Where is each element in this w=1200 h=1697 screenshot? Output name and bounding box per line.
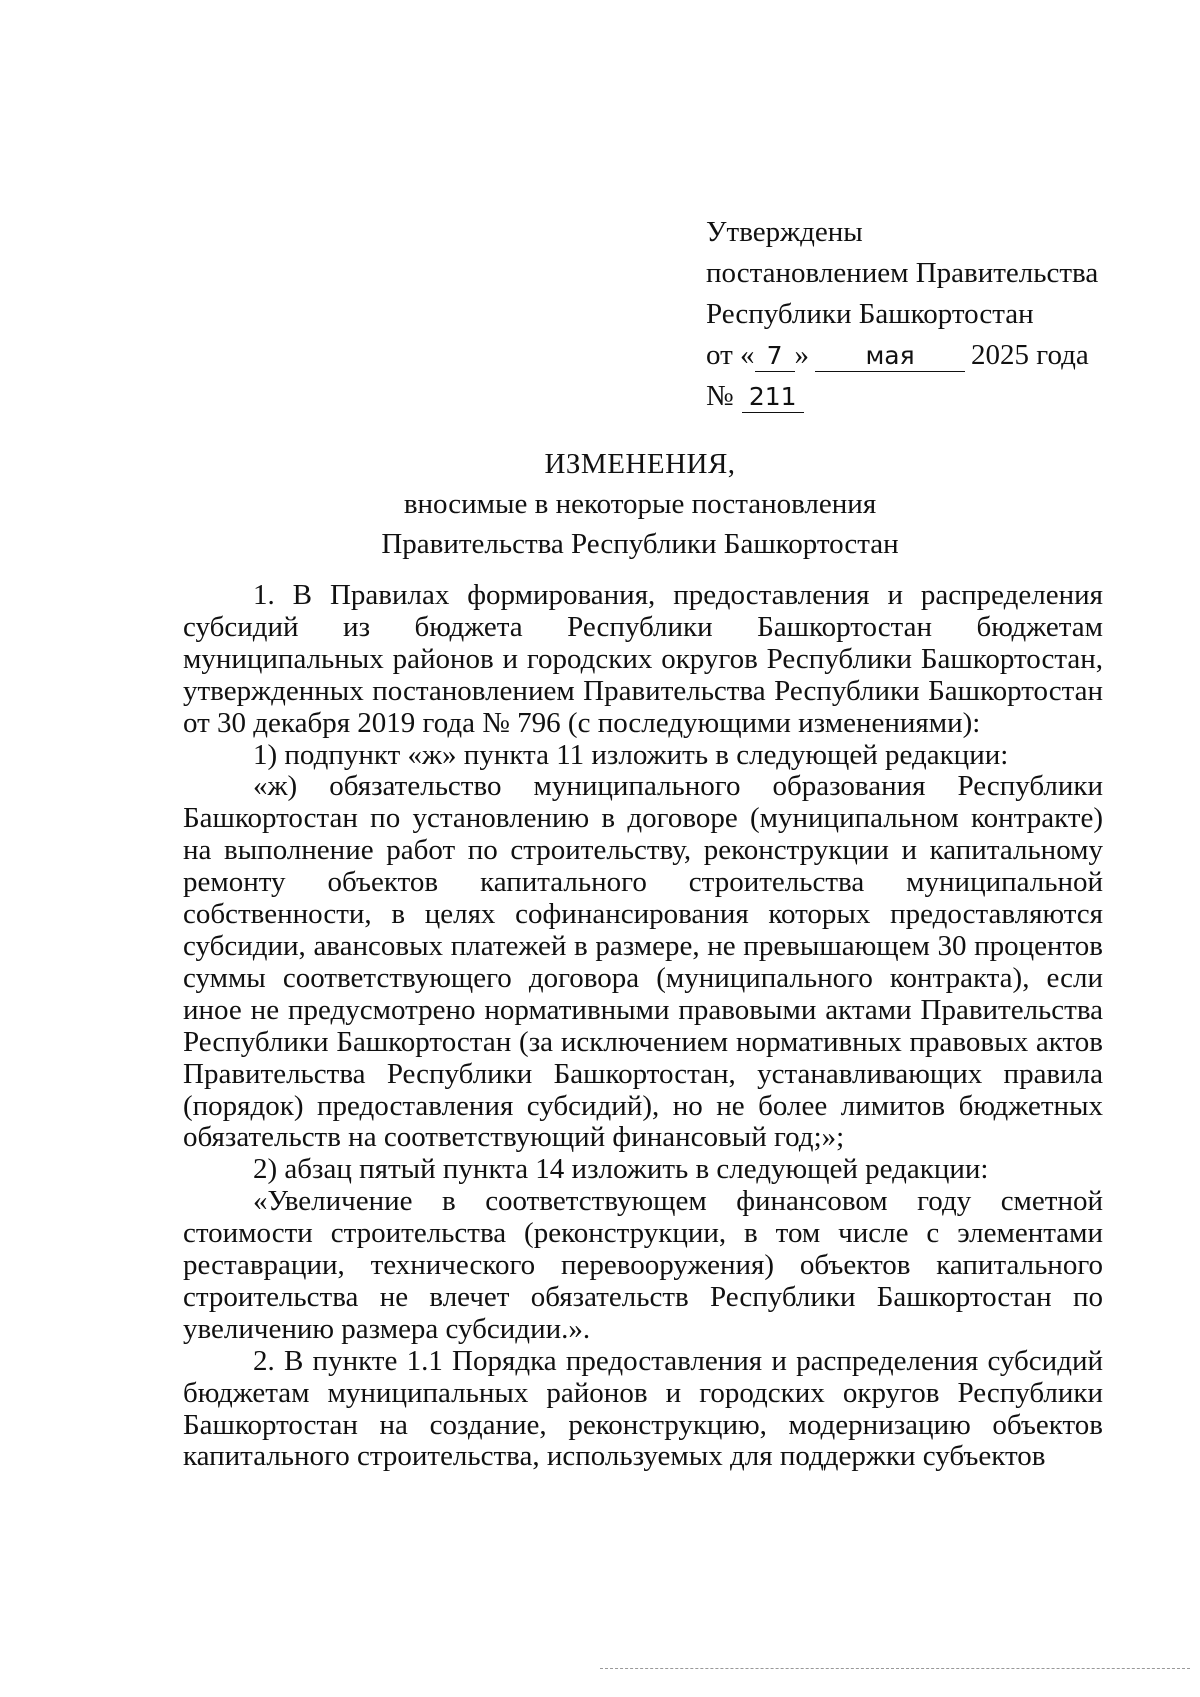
document-body xyxy=(183,580,1103,1473)
title-main: ИЗМЕНЕНИЯ, xyxy=(544,448,736,480)
approval-line-1: Утверждены xyxy=(706,216,863,248)
paragraph-6: 2. В пункте 1.1 Порядка предоставления и распределения субсидий бюджетам муниципальных районов и городских округов Республики Башкортостан на создание, реконструкцию, модернизацию объектов капитального строительства, используемых для поддержки субъектов xyxy=(183,1344,1103,1473)
approval-line-2: постановлением Правительства xyxy=(706,257,1099,289)
page-bottom-divider xyxy=(600,1668,1190,1669)
number-prefix: № xyxy=(706,380,734,412)
paragraph-3: «ж) обязательство муниципального образования Республики Башкортостан по установлению в договоре (муниципальном контракте) на выполнение работ по строительству, реконструкции и капитальному ремонту объектов капитального строительства муниципальной собственности, в целях софинансирования которых предоставляются субсидии, авансовых платежей в размере, не превышающем 30 процентов суммы соответствующего договора (муниципального контракта), если иное не предусмотрено нормативными правовыми актами Правительства Республики Башкортостан (за исключением нормативных правовых актов Правительства Республики Башкортостан, устанавливающих правила (порядок) предоставления субсидий), но не более лимитов бюджетных обязательств на соответствующий финансовый год;»; xyxy=(183,770,1103,1154)
date-month: мая xyxy=(815,341,965,372)
date-day: 7 xyxy=(755,341,795,372)
approval-date xyxy=(706,335,1146,376)
document-title xyxy=(170,444,1110,564)
paragraph-2: 1) подпункт «ж» пункта 11 изложить в следующей редакции: xyxy=(253,738,1009,771)
date-prefix: от « xyxy=(706,339,755,371)
approval-number xyxy=(706,376,1146,417)
date-year: 2025 года xyxy=(971,339,1089,371)
title-sub-1: вносимые в некоторые постановления xyxy=(403,488,877,520)
paragraph-5: «Увеличение в соответствующем финансовом году сметной стоимости строительства (реконструкции, в том числе с элементами реставрации, технического перевооружения) объектов капитального строительства не влечет обязательств Республики Башкортостан по увеличению размера субсидии.». xyxy=(183,1185,1103,1345)
paragraph-4: 2) абзац пятый пункта 14 изложить в следующей редакции: xyxy=(253,1153,989,1186)
paragraph-1: 1. В Правилах формирования, предоставления и распределения субсидий из бюджета Республики Башкортостан бюджетам муниципальных районов и городских округов Республики Башкортостан, утвержденных постановлением Правительства Республики Башкортостан от 30 декабря 2019 года № 796 (с последующими изменениями): xyxy=(183,579,1103,739)
approval-block xyxy=(706,212,1146,417)
document-number: 211 xyxy=(742,382,804,413)
title-sub-2: Правительства Республики Башкортостан xyxy=(381,528,899,560)
approval-line-3: Республики Башкортостан xyxy=(706,298,1034,330)
date-mid: » xyxy=(794,339,810,371)
